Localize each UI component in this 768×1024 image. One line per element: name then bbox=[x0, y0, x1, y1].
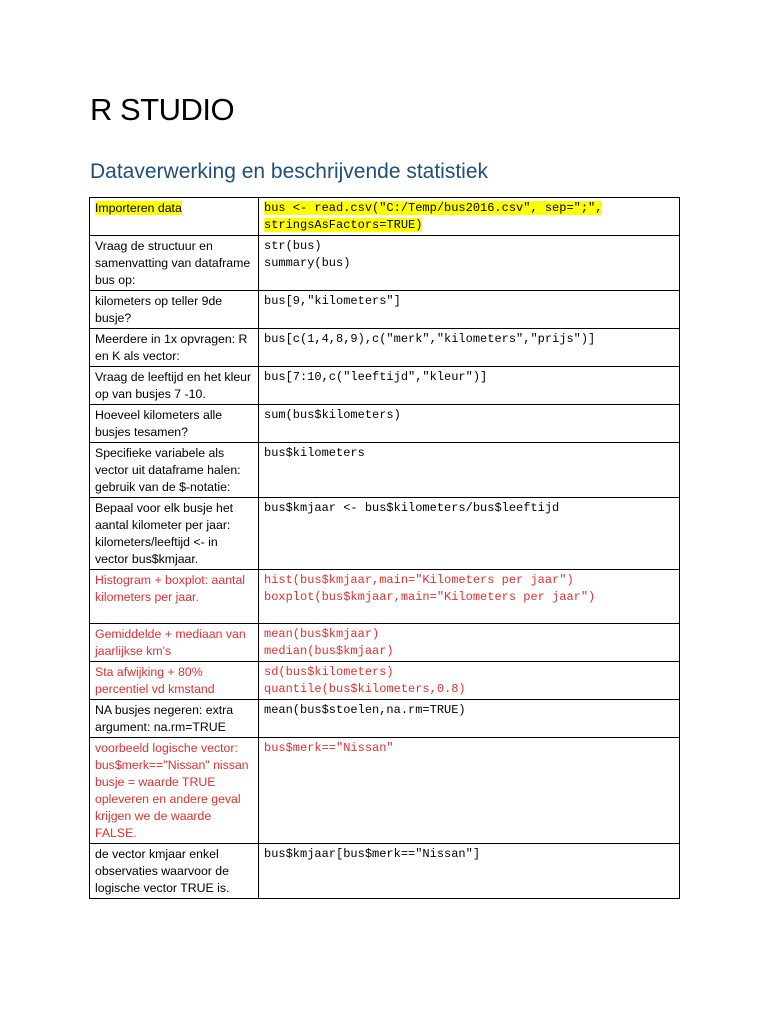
code-line: summary(bus) bbox=[264, 256, 351, 270]
code-line: bus$kmjaar <- bus$kilometers/bus$leeftijd bbox=[264, 501, 560, 515]
table-row bbox=[90, 367, 680, 405]
row-description-cell bbox=[90, 198, 259, 236]
section-title: Dataverwerking en beschrijvende statistiek bbox=[90, 160, 489, 183]
row-code-cell bbox=[259, 738, 680, 844]
row-code-cell bbox=[259, 700, 680, 738]
code-line: bus$kmjaar[bus$merk=="Nissan"] bbox=[264, 847, 481, 861]
table-row bbox=[90, 844, 680, 899]
row-code-cell bbox=[259, 291, 680, 329]
code-line: hist(bus$kmjaar,main="Kilometers per jaar") bbox=[264, 573, 574, 587]
row-description: Vraag de leeftijd en het kleur op van busjes 7 -10. bbox=[90, 367, 259, 405]
row-description: Meerdere in 1x opvragen: R en K als vector: bbox=[90, 329, 259, 367]
code-line bbox=[264, 200, 674, 217]
row-description: voorbeeld logische vector: bus$merk=="Nissan" nissan busje = waarde TRUE opleveren en andere geval krijgen we de waarde FALSE. bbox=[90, 738, 259, 844]
row-description: Gemiddelde + mediaan van jaarlijkse km's bbox=[90, 624, 259, 662]
row-description: Bepaal voor elk busje het aantal kilometer per jaar: kilometers/leeftijd <- in vector bus$kmjaar. bbox=[90, 498, 259, 570]
code-text: bus <- read.csv("C:/Temp/bus2016.csv", sep=";", bbox=[264, 201, 603, 215]
command-table-body bbox=[90, 198, 680, 899]
code-line: bus[7:10,c("leeftijd","kleur")] bbox=[264, 370, 488, 384]
row-description: Histogram + boxplot: aantal kilometers per jaar. bbox=[90, 570, 259, 624]
row-description: Vraag de structuur en samenvatting van dataframe bus op: bbox=[90, 236, 259, 291]
code-text: stringsAsFactors=TRUE) bbox=[264, 218, 423, 232]
table-row bbox=[90, 738, 680, 844]
code-line: sum(bus$kilometers) bbox=[264, 408, 401, 422]
row-description: Importeren data bbox=[95, 201, 182, 215]
row-code-cell bbox=[259, 236, 680, 291]
code-line: str(bus) bbox=[264, 239, 322, 253]
table-row bbox=[90, 624, 680, 662]
row-description: NA busjes negeren: extra argument: na.rm=TRUE bbox=[90, 700, 259, 738]
command-table bbox=[89, 197, 680, 899]
table-row bbox=[90, 198, 680, 236]
code-line: boxplot(bus$kmjaar,main="Kilometers per jaar") bbox=[264, 590, 596, 604]
code-line: mean(bus$stoelen,na.rm=TRUE) bbox=[264, 703, 466, 717]
table-row bbox=[90, 291, 680, 329]
code-line: quantile(bus$kilometers,0.8) bbox=[264, 682, 466, 696]
table-row bbox=[90, 236, 680, 291]
code-line: bus$kilometers bbox=[264, 446, 365, 460]
code-line bbox=[264, 217, 674, 234]
row-code-cell bbox=[259, 198, 680, 236]
row-code-cell bbox=[259, 443, 680, 498]
row-code-cell bbox=[259, 662, 680, 700]
page-title: R STUDIO bbox=[90, 92, 235, 127]
row-description: de vector kmjaar enkel observaties waarvoor de logische vector TRUE is. bbox=[90, 844, 259, 899]
row-description: Sta afwijking + 80% percentiel vd kmstand bbox=[90, 662, 259, 700]
table-row bbox=[90, 405, 680, 443]
code-line: bus[9,"kilometers"] bbox=[264, 294, 401, 308]
row-description: kilometers op teller 9de busje? bbox=[90, 291, 259, 329]
row-description: Specifieke variabele als vector uit dataframe halen: gebruik van de $-notatie: bbox=[90, 443, 259, 498]
code-line: sd(bus$kilometers) bbox=[264, 665, 394, 679]
table-row bbox=[90, 662, 680, 700]
row-description: Hoeveel kilometers alle busjes tesamen? bbox=[90, 405, 259, 443]
code-line: bus[c(1,4,8,9),c("merk","kilometers","prijs")] bbox=[264, 332, 596, 346]
row-code-cell bbox=[259, 844, 680, 899]
table-row bbox=[90, 700, 680, 738]
table-row bbox=[90, 329, 680, 367]
row-code-cell bbox=[259, 329, 680, 367]
table-row bbox=[90, 443, 680, 498]
code-line: mean(bus$kmjaar) bbox=[264, 627, 380, 641]
table-row bbox=[90, 498, 680, 570]
row-code-cell bbox=[259, 624, 680, 662]
table-row bbox=[90, 570, 680, 624]
row-code-cell bbox=[259, 570, 680, 624]
row-code-cell bbox=[259, 498, 680, 570]
code-line: median(bus$kmjaar) bbox=[264, 644, 394, 658]
code-line: bus$merk=="Nissan" bbox=[264, 741, 394, 755]
row-code-cell bbox=[259, 367, 680, 405]
row-code-cell bbox=[259, 405, 680, 443]
